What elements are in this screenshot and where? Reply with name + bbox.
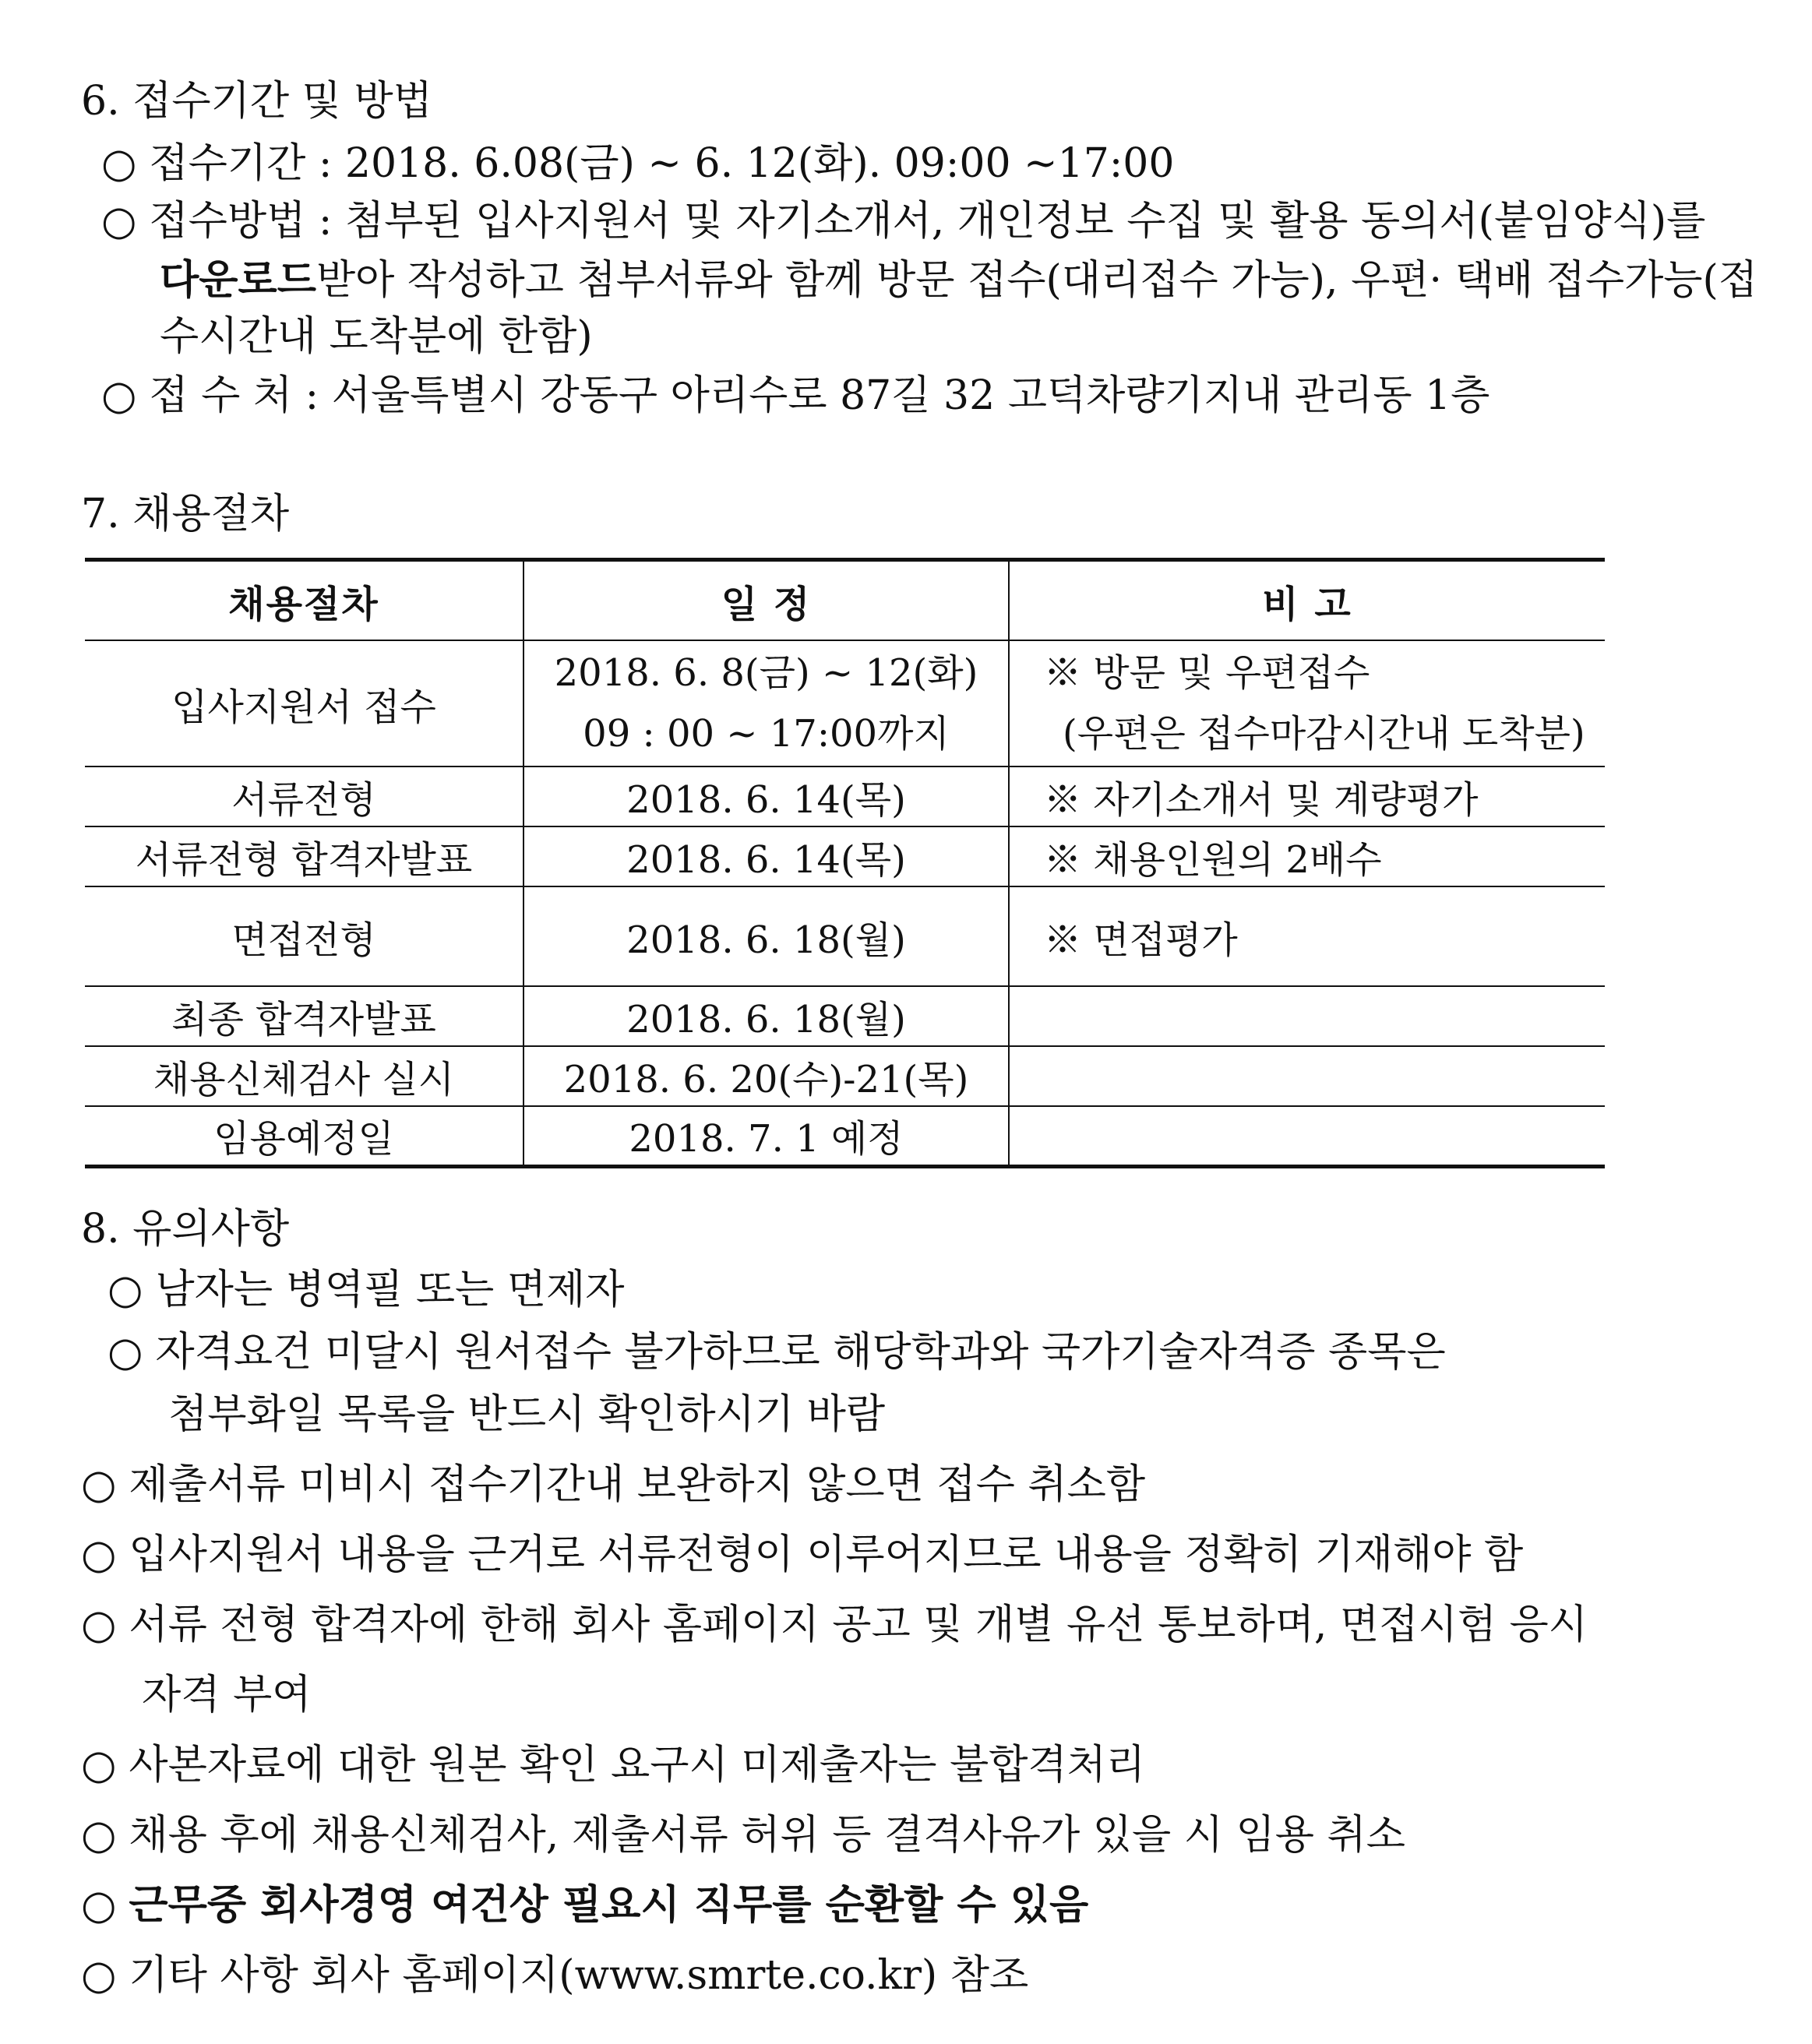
step-cell: 최종 합격자발표 bbox=[85, 986, 524, 1046]
header-step: 채용절차 bbox=[85, 560, 524, 641]
table-header-row bbox=[85, 560, 1605, 641]
header-note: 비 고 bbox=[1009, 560, 1605, 641]
circle-bullet-icon: ○ bbox=[81, 1881, 117, 1929]
step-cell: 채용신체검사 실시 bbox=[85, 1046, 524, 1106]
table-row bbox=[85, 1106, 1605, 1166]
download-emphasis: 다운로드 bbox=[160, 256, 316, 304]
schedule-line: 2018. 6. 8(금) ~ 12(화) bbox=[554, 651, 978, 695]
circle-bullet-icon: ○ bbox=[81, 1461, 117, 1508]
table-row bbox=[85, 640, 1605, 766]
method-text-line1: 접수방법 : 첨부된 입사지원서 및 자기소개서, 개인정보 수집 및 활용 동의서(붙임양식)를 bbox=[149, 198, 1706, 245]
schedule-cell: 2018. 6. 14(목) bbox=[524, 826, 1009, 886]
note-cell: ※ 채용인원의 2배수 bbox=[1009, 826, 1605, 886]
schedule-cell: 2018. 6. 20(수)-21(목) bbox=[524, 1046, 1009, 1106]
table-row bbox=[85, 1046, 1605, 1106]
header-schedule: 일 정 bbox=[524, 560, 1009, 641]
step-cell: 입사지원서 접수 bbox=[85, 640, 524, 766]
method-item bbox=[101, 198, 1705, 245]
notice-text: 근무중 회사경영 여건상 필요시 직무를 순환할 수 있음 bbox=[129, 1881, 1089, 1929]
circle-bullet-icon: ○ bbox=[81, 1742, 117, 1788]
notice-item bbox=[81, 1952, 1028, 1999]
method-line2 bbox=[160, 257, 1757, 304]
notice-item-emphasis bbox=[81, 1882, 1088, 1929]
circle-bullet-icon: ○ bbox=[108, 1329, 143, 1376]
step-cell: 임용예정일 bbox=[85, 1106, 524, 1166]
notice-item bbox=[108, 1267, 625, 1313]
notice-text: 입사지원서 내용을 근거로 서류전형이 이루어지므로 내용을 정확히 기재해야 함 bbox=[129, 1531, 1524, 1578]
step-cell: 서류전형 bbox=[85, 766, 524, 826]
schedule-cell: 2018. 6. 14(목) bbox=[524, 766, 1009, 826]
notice-item bbox=[81, 1461, 1145, 1508]
section6-heading: 6. 접수기간 및 방법 bbox=[81, 78, 432, 125]
circle-bullet-icon: ○ bbox=[101, 198, 137, 245]
note-cell: ※ 면접평가 bbox=[1009, 886, 1605, 986]
method-text-line2: 받아 작성하고 첨부서류와 함께 방문 접수(대리접수 가능), 우편· 택배 접수가능(접 bbox=[316, 257, 1758, 304]
notice-item bbox=[108, 1329, 1446, 1376]
notice-item bbox=[81, 1742, 1145, 1788]
schedule-line: 09 : 00 ~ 17:00까지 bbox=[583, 712, 950, 756]
note-line: (우편은 접수마감시간내 도착분) bbox=[1063, 712, 1585, 756]
schedule-cell: 2018. 6. 18(월) bbox=[524, 886, 1009, 986]
note-cell bbox=[1009, 1046, 1605, 1106]
step-cell: 면접전형 bbox=[85, 886, 524, 986]
notice-item bbox=[81, 1602, 1588, 1648]
notice-text: 기타 사항 회사 홈페이지(www.smrte.co.kr) 참조 bbox=[129, 1952, 1029, 1999]
notice-text: 서류 전형 합격자에 한해 회사 홈페이지 공고 및 개별 유선 통보하며, 면접시험 응시 bbox=[129, 1602, 1588, 1648]
note-cell bbox=[1009, 1106, 1605, 1166]
circle-bullet-icon: ○ bbox=[81, 1952, 117, 1999]
circle-bullet-icon: ○ bbox=[108, 1267, 143, 1313]
notice-text: 채용 후에 채용신체검사, 제출서류 허위 등 결격사유가 있을 시 임용 취소 bbox=[129, 1812, 1405, 1859]
recruitment-schedule-table bbox=[85, 558, 1605, 1168]
notice-item bbox=[81, 1531, 1523, 1578]
notice-text: 사본자료에 대한 원본 확인 요구시 미제출자는 불합격처리 bbox=[129, 1742, 1146, 1788]
table-row bbox=[85, 826, 1605, 886]
notice-continuation: 첨부화일 목록을 반드시 확인하시기 바람 bbox=[168, 1391, 886, 1438]
circle-bullet-icon: ○ bbox=[81, 1602, 117, 1648]
note-cell bbox=[1009, 640, 1605, 766]
circle-bullet-icon: ○ bbox=[81, 1531, 117, 1578]
table-row bbox=[85, 986, 1605, 1046]
circle-bullet-icon: ○ bbox=[81, 1812, 117, 1859]
notice-text: 자격요건 미달시 원서접수 불가하므로 해당학과와 국가기술자격증 종목은 bbox=[155, 1329, 1446, 1376]
period-item bbox=[101, 140, 1174, 187]
notice-text: 남자는 병역필 또는 면제자 bbox=[155, 1267, 625, 1313]
table-row bbox=[85, 766, 1605, 826]
schedule-cell: 2018. 7. 1 예정 bbox=[524, 1106, 1009, 1166]
method-line3: 수시간내 도착분에 한함) bbox=[160, 313, 593, 360]
period-text: 접수기간 : 2018. 6.08(금) ~ 6. 12(화). 09:00 ~17:00 bbox=[149, 140, 1175, 187]
place-text: 접 수 처 : 서울특별시 강동구 아리수로 87길 32 고덕차량기지내 관리동 1층 bbox=[149, 372, 1490, 419]
note-line: ※ 방문 및 우편접수 bbox=[1044, 651, 1370, 695]
schedule-cell: 2018. 6. 18(월) bbox=[524, 986, 1009, 1046]
notice-item bbox=[81, 1812, 1405, 1859]
step-cell: 서류전형 합격자발표 bbox=[85, 826, 524, 886]
place-item bbox=[101, 372, 1489, 419]
section7-heading: 7. 채용절차 bbox=[81, 491, 290, 537]
circle-bullet-icon: ○ bbox=[101, 372, 137, 419]
note-cell bbox=[1009, 986, 1605, 1046]
note-cell: ※ 자기소개서 및 계량평가 bbox=[1009, 766, 1605, 826]
notice-text: 제출서류 미비시 접수기간내 보완하지 않으면 접수 취소함 bbox=[129, 1461, 1146, 1508]
schedule-cell bbox=[524, 640, 1009, 766]
notice-continuation: 자격 부여 bbox=[142, 1672, 312, 1718]
table-row bbox=[85, 886, 1605, 986]
circle-bullet-icon: ○ bbox=[101, 140, 137, 187]
section8-heading: 8. 유의사항 bbox=[81, 1206, 290, 1253]
